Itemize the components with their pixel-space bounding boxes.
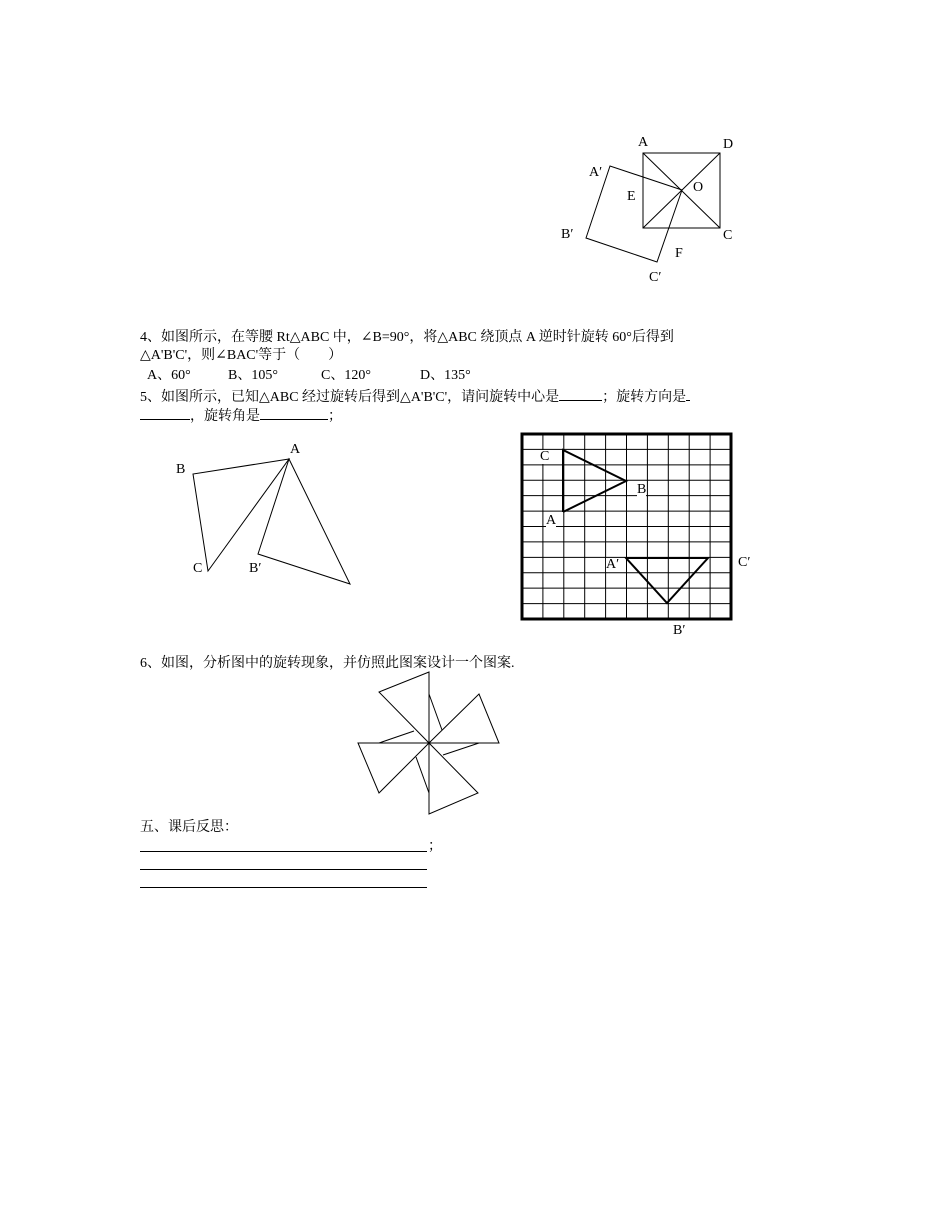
q4-line1: 4、如图所示，在等腰 Rt△ABC 中，∠B=90°，将△ABC 绕顶点 A 逆时针旋转 60°后得到 xyxy=(140,330,674,345)
label-F: F xyxy=(675,246,683,261)
q4-option-a: A、60° xyxy=(147,368,191,383)
label-C-prime: C′ xyxy=(649,270,662,285)
q5-line1-mid: ；旋转方向是 xyxy=(602,390,687,405)
reflection-line-3[interactable] xyxy=(140,887,427,888)
tri-label-B: B xyxy=(176,462,186,477)
q4-option-d: D、135° xyxy=(420,368,471,383)
label-E: E xyxy=(627,189,636,204)
grid-label-A-prime: A′ xyxy=(606,557,620,572)
q4-option-c: C、120° xyxy=(321,368,371,383)
tri-label-B-prime: B′ xyxy=(249,561,262,576)
label-D: D xyxy=(723,137,734,152)
reflection-end-mark: ； xyxy=(428,839,442,854)
q6-text: 6、如图，分析图中的旋转现象，并仿照此图案设计一个图案. xyxy=(140,656,515,671)
grid-label-B: B xyxy=(637,482,647,497)
q4-line2: △A'B'C'，则∠BAC'等于（ ） xyxy=(140,348,343,363)
q4-option-b: B、105° xyxy=(228,368,278,383)
label-C: C xyxy=(723,228,733,243)
tri-label-A: A xyxy=(290,442,301,457)
reflection-line-2[interactable] xyxy=(140,869,427,870)
grid-label-C: C xyxy=(540,449,550,464)
label-A: A xyxy=(638,135,649,150)
q5-line2-mid: ，旋转角是 xyxy=(190,409,260,424)
tri-label-C: C xyxy=(193,561,203,576)
label-A-prime: A′ xyxy=(589,165,603,180)
reflection-title: 五、课后反思： xyxy=(140,820,238,835)
grid-label-A: A xyxy=(546,513,557,528)
label-O: O xyxy=(693,180,704,195)
grid-label-B-prime: B′ xyxy=(673,623,686,638)
q5-line1-prefix: 5、如图所示，已知△ABC 经过旋转后得到△A'B'C'，请问旋转中心是 xyxy=(140,390,560,405)
reflection-line-1[interactable] xyxy=(140,851,427,852)
label-B-prime: B′ xyxy=(561,227,574,242)
q5-line2-end: ； xyxy=(328,409,342,424)
grid-label-C-prime: C′ xyxy=(738,555,751,570)
